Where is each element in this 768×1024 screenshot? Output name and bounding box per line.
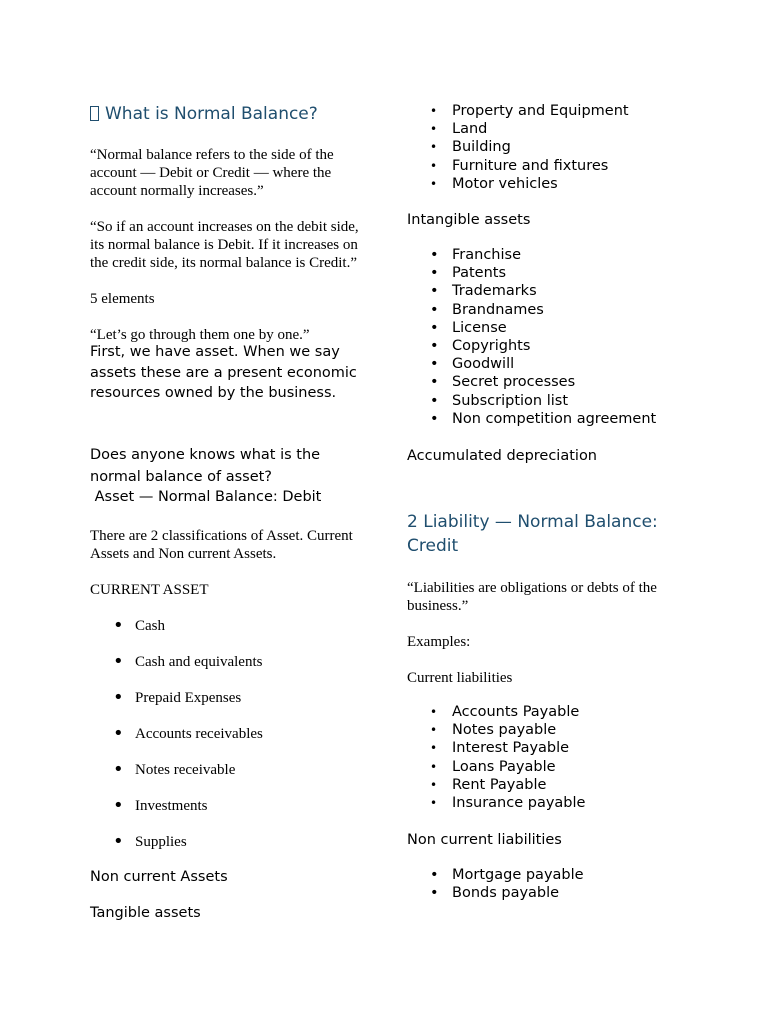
- list-item: • Property and Equipment: [452, 102, 629, 120]
- list-item: • Accounts Payable: [452, 703, 585, 721]
- list-item: • Cash and equivalents: [135, 653, 263, 689]
- list-item: • Motor vehicles: [452, 175, 629, 193]
- quote-one-by-one: “Let’s go through them one by one.”: [90, 327, 310, 343]
- list-item: • Cash: [135, 617, 263, 653]
- intangible-assets-list: [452, 246, 656, 428]
- list-item: • Interest Payable: [452, 739, 585, 757]
- asset-normal-balance: Asset — Normal Balance: Debit: [90, 489, 322, 505]
- list-item: • Subscription list: [452, 392, 656, 410]
- list-item: • Brandnames: [452, 301, 656, 319]
- heading-text: What is Normal Balance?: [105, 104, 318, 124]
- non-current-liabilities-label: Non current liabilities: [407, 832, 562, 848]
- list-item: • Accounts receivables: [135, 725, 263, 761]
- list-item: • Land: [452, 120, 629, 138]
- tangible-assets-label: Tangible assets: [90, 905, 201, 921]
- intangible-assets-label: Intangible assets: [407, 212, 531, 228]
- list-item: • Trademarks: [452, 282, 656, 300]
- list-item: • Notes receivable: [135, 761, 263, 797]
- list-item: • License: [452, 319, 656, 337]
- elements-count: 5 elements: [90, 291, 155, 307]
- current-liabilities-list: [452, 703, 585, 812]
- non-current-assets-label: Non current Assets: [90, 869, 228, 885]
- current-asset-label: CURRENT ASSET: [90, 582, 209, 598]
- section-heading-normal-balance: [90, 102, 318, 126]
- list-item: • Non competition agreement: [452, 410, 656, 428]
- current-assets-list: [135, 617, 263, 869]
- list-item: • Furniture and fixtures: [452, 157, 629, 175]
- liability-heading: 2 Liability — Normal Balance: Credit: [407, 512, 658, 556]
- list-item: • Investments: [135, 797, 263, 833]
- list-item: • Copyrights: [452, 337, 656, 355]
- quote-debit-credit-explanation: “So if an account increases on the debit side, its normal balance is Debit. If it increases on the credit side, its normal balance is Credit.”: [90, 219, 359, 271]
- tangible-assets-list: [452, 102, 629, 193]
- list-item: • Loans Payable: [452, 758, 585, 776]
- list-item: • Insurance payable: [452, 794, 585, 812]
- list-item: • Rent Payable: [452, 776, 585, 794]
- list-item: • Franchise: [452, 246, 656, 264]
- paragraph-asset-definition: First, we have asset. When we say assets these are a present economic resources owned by the business.: [90, 344, 357, 401]
- list-item: • Mortgage payable: [452, 866, 584, 884]
- list-item: • Supplies: [135, 833, 263, 869]
- non-current-liabilities-list: [452, 866, 584, 902]
- examples-label: Examples:: [407, 634, 471, 650]
- list-item: • Notes payable: [452, 721, 585, 739]
- paragraph-asset-question: Does anyone knows what is the normal balance of asset?: [90, 447, 321, 485]
- list-item: • Bonds payable: [452, 884, 584, 902]
- liability-quote: “Liabilities are obligations or debts of the business.”: [407, 580, 657, 614]
- list-item: • Patents: [452, 264, 656, 282]
- quote-normal-balance-definition: “Normal balance refers to the side of the account — Debit or Credit — where the account normally increases.”: [90, 147, 334, 199]
- list-item: • Prepaid Expenses: [135, 689, 263, 725]
- missing-glyph-icon: [90, 106, 99, 121]
- asset-classifications: There are 2 classifications of Asset. Current Assets and Non current Assets.: [90, 528, 353, 562]
- list-item: • Building: [452, 138, 629, 156]
- accumulated-depreciation: Accumulated depreciation: [407, 448, 598, 464]
- current-liabilities-label: Current liabilities: [407, 670, 513, 686]
- list-item: • Secret processes: [452, 373, 656, 391]
- list-item: • Goodwill: [452, 355, 656, 373]
